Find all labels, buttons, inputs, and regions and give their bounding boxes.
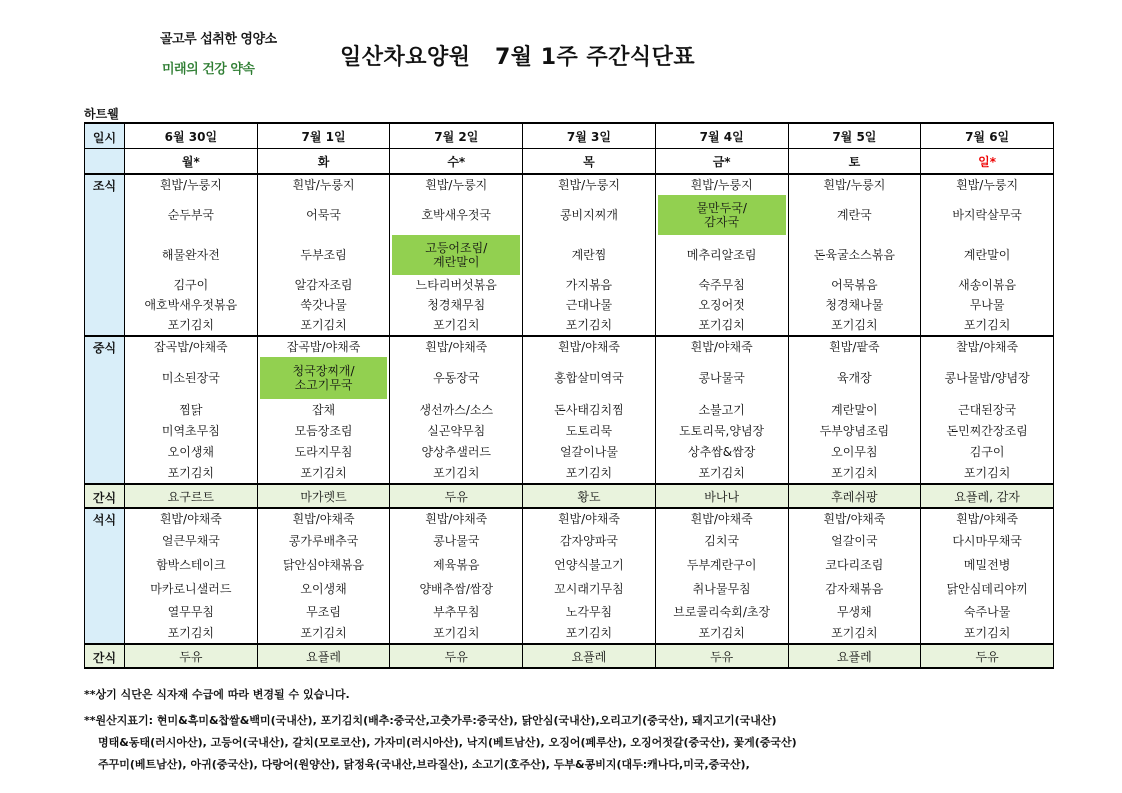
lunch-day-cell (655, 336, 788, 484)
date-cell: 7월 5일 (788, 123, 921, 149)
snack-item: 황도 (523, 484, 656, 508)
lunch-items (789, 337, 921, 483)
menu-item: 메밀전병 (963, 558, 1011, 572)
change-notice: **상기 식단은 식자재 수급에 따라 변경될 수 있습니다. (84, 688, 350, 701)
weekday-cell: 수* (390, 149, 523, 175)
menu-item: 잡곡밥/야채죽 (154, 340, 228, 354)
menu-item: 알감자조림 (294, 278, 353, 292)
lunch-items (390, 337, 522, 483)
menu-table-body (85, 123, 1054, 668)
menu-item: 찰밥/야채죽 (956, 340, 1019, 354)
menu-item: 꼬시래기무침 (554, 582, 624, 596)
menu-item: 부추무침 (433, 605, 480, 619)
dinner-day-cell (390, 508, 523, 644)
lunch-items (921, 337, 1053, 483)
menu-item: 함박스테이크 (156, 558, 226, 572)
lunch-items (523, 337, 655, 483)
weekly-menu-table (84, 122, 1054, 669)
breakfast-items (656, 175, 788, 335)
menu-item: 감자양파국 (559, 534, 618, 548)
menu-item: 포기김치 (831, 318, 878, 332)
menu-item: 제육볶음 (433, 558, 480, 572)
menu-item: 쑥갓나물 (300, 298, 347, 312)
dinner-day-cell (125, 508, 258, 644)
menu-item: 가지볶음 (565, 278, 613, 292)
menu-item: 모듬장조림 (294, 424, 353, 438)
weekday-cell: 토 (788, 149, 921, 175)
menu-item: 콩비지찌개 (559, 208, 618, 222)
menu-item: 흰밥/야채죽 (425, 340, 488, 354)
menu-item: 계란국 (836, 208, 872, 222)
menu-item: 근대된장국 (958, 403, 1017, 417)
menu-item: 근대나물 (565, 298, 613, 312)
menu-item: 김구이 (173, 278, 209, 292)
breakfast-label: 조식 (85, 174, 125, 336)
menu-item: 콩가루배추국 (288, 534, 359, 548)
menu-item: 돈민찌간장조림 (946, 424, 1028, 438)
menu-item: 미역초무침 (161, 424, 220, 438)
menu-item: 실곤약무침 (427, 424, 486, 438)
snack-item: 요플레 (257, 644, 390, 668)
menu-item: 도토리묵 (565, 424, 613, 438)
menu-item: 감자채볶음 (825, 582, 884, 596)
menu-item: 해물완자전 (161, 248, 220, 262)
menu-item: 청경채무침 (427, 298, 486, 312)
snack-item: 요구르트 (125, 484, 258, 508)
dinner-day-cell (655, 508, 788, 644)
menu-item: 흰밥/팥죽 (829, 340, 880, 354)
breakfast-day-cell (655, 174, 788, 336)
menu-item: 포기김치 (565, 626, 613, 640)
snack-label: 간식 (85, 484, 125, 508)
menu-item: 두부조림 (300, 248, 347, 262)
lunch-items (258, 337, 390, 483)
logo-slogan-line1: 골고루 섭취한 영양소 (160, 32, 277, 47)
page-title: 일산차요양원 7월 1주 주간식단표 (340, 45, 696, 70)
menu-item: 브로콜리숙회/초장 (673, 605, 771, 619)
snack-label: 간식 (85, 644, 125, 668)
weekday-cell: 목 (523, 149, 656, 175)
snack-item: 두유 (390, 644, 523, 668)
menu-item: 흰밥/야채죽 (425, 512, 488, 526)
menu-item: 양배추쌈/쌈장 (419, 582, 494, 596)
date-cell: 7월 3일 (523, 123, 656, 149)
menu-item: 흰밥/누룽지 (956, 178, 1019, 192)
menu-item: 흰밥/야채죽 (159, 512, 222, 526)
menu-item: 무나물 (969, 298, 1005, 312)
date-cell: 6월 30일 (125, 123, 258, 149)
menu-item: 흰밥/누룽지 (159, 178, 222, 192)
weekday-cell: 월* (125, 149, 258, 175)
header-label: 일시 (85, 123, 125, 149)
menu-item: 어묵볶음 (831, 278, 878, 292)
menu-item: 계란말이 (963, 248, 1011, 262)
menu-item: 도토리묵,양념장 (679, 424, 765, 438)
lunch-label: 중식 (85, 336, 125, 484)
menu-item: 닭안심데리야끼 (946, 582, 1028, 596)
menu-item: 다시마무채국 (952, 534, 1022, 548)
menu-item: 흰밥/누룽지 (557, 178, 620, 192)
menu-item: 호박새우젓국 (421, 208, 492, 222)
breakfast-day-cell (390, 174, 523, 336)
menu-item: 오이생채 (167, 445, 215, 459)
menu-item: 포기김치 (963, 466, 1011, 480)
menu-item: 포기김치 (698, 466, 745, 480)
breakfast-items (921, 175, 1053, 335)
breakfast-day-cell (125, 174, 258, 336)
menu-item: 오이생채 (300, 582, 347, 596)
lunch-day-cell (523, 336, 656, 484)
menu-item: 닭안심야채볶음 (282, 558, 365, 572)
menu-item: 포기김치 (831, 466, 878, 480)
breakfast-day-cell (921, 174, 1054, 336)
breakfast-items (125, 175, 257, 335)
snack-item: 두유 (921, 644, 1054, 668)
menu-item: 상추쌈&쌈장 (688, 445, 756, 459)
menu-item: 포기김치 (433, 466, 480, 480)
menu-item: 포기김치 (963, 626, 1011, 640)
menu-item: 흰밥/누룽지 (425, 178, 488, 192)
menu-item: 코다리조림 (825, 558, 884, 572)
menu-item: 포기김치 (167, 318, 215, 332)
menu-item: 얼갈이국 (831, 534, 878, 548)
menu-item: 포기김치 (565, 318, 613, 332)
menu-item: 흰밥/야채죽 (557, 340, 620, 354)
dinner-items (789, 509, 921, 643)
lunch-day-cell (125, 336, 258, 484)
snack-item: 두유 (125, 644, 258, 668)
menu-item: 물만두국/ 감자국 (658, 195, 786, 235)
menu-item: 청경채나물 (825, 298, 884, 312)
date-cell: 7월 2일 (390, 123, 523, 149)
menu-item: 고등어조림/ 계란말이 (392, 235, 520, 275)
menu-item: 돈육굴소스볶음 (813, 248, 895, 262)
snack-item: 두유 (390, 484, 523, 508)
snack-item: 후레쉬팡 (788, 484, 921, 508)
menu-item: 노각무침 (565, 605, 613, 619)
breakfast-items (523, 175, 655, 335)
breakfast-day-cell (257, 174, 390, 336)
dinner-day-cell (921, 508, 1054, 644)
menu-item: 애호박새우젓볶음 (144, 298, 238, 312)
menu-item: 잡곡밥/야채죽 (286, 340, 361, 354)
dinner-day-cell (788, 508, 921, 644)
dinner-day-cell (523, 508, 656, 644)
menu-item: 김치국 (704, 534, 740, 548)
menu-item: 포기김치 (698, 318, 745, 332)
snack-item: 바나나 (655, 484, 788, 508)
menu-item: 느타리버섯볶음 (415, 278, 497, 292)
breakfast-day-cell (788, 174, 921, 336)
menu-item: 흰밥/야채죽 (823, 512, 886, 526)
menu-item: 우동장국 (433, 371, 480, 385)
breakfast-day-cell (523, 174, 656, 336)
menu-item: 새송이볶음 (958, 278, 1017, 292)
weekday-cell: 일* (921, 149, 1054, 175)
menu-item: 언양식불고기 (554, 558, 624, 572)
menu-item: 잡채 (311, 403, 336, 417)
lunch-items (656, 337, 788, 483)
dinner-day-cell (257, 508, 390, 644)
lunch-day-cell (788, 336, 921, 484)
lunch-day-cell (390, 336, 523, 484)
snack-item: 요플레, 감자 (921, 484, 1054, 508)
menu-item: 찜닭 (179, 403, 203, 417)
lunch-day-cell (921, 336, 1054, 484)
menu-item: 콩나물밥/양념장 (944, 371, 1030, 385)
menu-item: 흰밥/야채죽 (956, 512, 1019, 526)
menu-item: 마카로니샐러드 (150, 582, 232, 596)
menu-item: 흰밥/야채죽 (690, 512, 753, 526)
menu-item: 두부계란구이 (686, 558, 757, 572)
menu-item: 계란말이 (831, 403, 878, 417)
menu-item: 포기김치 (167, 466, 215, 480)
menu-item: 얼큰무채국 (161, 534, 220, 548)
menu-item: 포기김치 (698, 626, 745, 640)
dinner-items (390, 509, 522, 643)
menu-item: 흰밥/누룽지 (690, 178, 753, 192)
logo (154, 28, 294, 86)
snack-item: 요플레 (788, 644, 921, 668)
menu-item: 열무무침 (167, 605, 215, 619)
menu-item: 어묵국 (306, 208, 341, 222)
dinner-items (125, 509, 257, 643)
dinner-items (258, 509, 390, 643)
dinner-items (656, 509, 788, 643)
menu-item: 포기김치 (300, 626, 347, 640)
menu-item: 콩나물국 (433, 534, 480, 548)
menu-item: 두부양념조림 (819, 424, 890, 438)
logo-slogan-line2: 미래의 건강 약속 (162, 62, 255, 77)
snack-item: 마가렛트 (257, 484, 390, 508)
menu-item: 순두부국 (167, 208, 215, 222)
weekday-cell: 금* (655, 149, 788, 175)
menu-item: 김구이 (969, 445, 1005, 459)
menu-item: 포기김치 (167, 626, 215, 640)
menu-item: 포기김치 (433, 626, 480, 640)
menu-item: 포기김치 (963, 318, 1011, 332)
menu-item: 흰밥/야채죽 (292, 512, 355, 526)
menu-item: 흰밥/야채죽 (690, 340, 753, 354)
origin-line-2: 명태&동태(러시아산), 고등어(국내산), 갈치(모로코산), 가자미(러시아산), 낙지(베트남산), 오징어(페루산), 오징어젓갈(중국산), 꽃게(중국산) (98, 736, 797, 749)
dinner-label: 석식 (85, 508, 125, 644)
date-cell: 7월 4일 (655, 123, 788, 149)
menu-item: 계란찜 (571, 248, 607, 262)
breakfast-items (258, 175, 390, 335)
lunch-day-cell (257, 336, 390, 484)
menu-item: 바지락살무국 (952, 208, 1022, 222)
menu-item: 무생채 (836, 605, 872, 619)
date-cell: 7월 1일 (257, 123, 390, 149)
menu-item: 육개장 (836, 371, 872, 385)
menu-item: 미소된장국 (161, 371, 220, 385)
menu-item: 돈사태김치찜 (554, 403, 624, 417)
origin-line-3: 주꾸미(베트남산), 아귀(중국산), 다랑어(원양산), 닭정육(국내산,브라질산), 소고기(호주산), 두부&콩비지(대두:캐나다,미국,중국산), (98, 758, 750, 771)
weekday-cell: 화 (257, 149, 390, 175)
subtitle: 하트웰 (84, 107, 119, 121)
menu-item: 청국장찌개/ 소고기무국 (260, 357, 388, 399)
breakfast-items (789, 175, 921, 335)
menu-item: 양상추샐러드 (421, 445, 492, 459)
menu-item: 무조림 (306, 605, 341, 619)
snack-item: 두유 (655, 644, 788, 668)
menu-item: 얼갈이나물 (559, 445, 618, 459)
date-cell: 7월 6일 (921, 123, 1054, 149)
notes (84, 684, 797, 776)
dinner-items (523, 509, 655, 643)
menu-item: 포기김치 (831, 626, 878, 640)
menu-item: 포기김치 (300, 318, 347, 332)
breakfast-items (390, 175, 522, 335)
menu-item: 메추리알조림 (686, 248, 757, 262)
menu-item: 포기김치 (433, 318, 480, 332)
menu-item: 생선까스/소스 (419, 403, 494, 417)
menu-item: 숙주무침 (698, 278, 745, 292)
menu-item: 오징어젓 (698, 298, 745, 312)
snack-item: 요플레 (523, 644, 656, 668)
origin-line-1: **원산지표기: 현미&흑미&찹쌀&백미(국내산), 포기김치(배추:중국산,고춧가루:중국산), 닭안심(국내산),오리고기(중국산), 돼지고기(국내산) (84, 714, 777, 727)
menu-item: 흰밥/야채죽 (557, 512, 620, 526)
menu-item: 홍합살미역국 (554, 371, 624, 385)
menu-item: 소불고기 (698, 403, 745, 417)
lunch-items (125, 337, 257, 483)
menu-item: 흰밥/누룽지 (292, 178, 355, 192)
menu-item: 콩나물국 (698, 371, 745, 385)
menu-item: 흰밥/누룽지 (823, 178, 886, 192)
menu-item: 취나물무침 (692, 582, 751, 596)
day-label-blank (85, 149, 125, 175)
menu-item: 오이무침 (831, 445, 878, 459)
dinner-items (921, 509, 1053, 643)
menu-item: 숙주나물 (963, 605, 1011, 619)
menu-item: 포기김치 (300, 466, 347, 480)
menu-item: 포기김치 (565, 466, 613, 480)
menu-item: 도라지무침 (294, 445, 353, 459)
